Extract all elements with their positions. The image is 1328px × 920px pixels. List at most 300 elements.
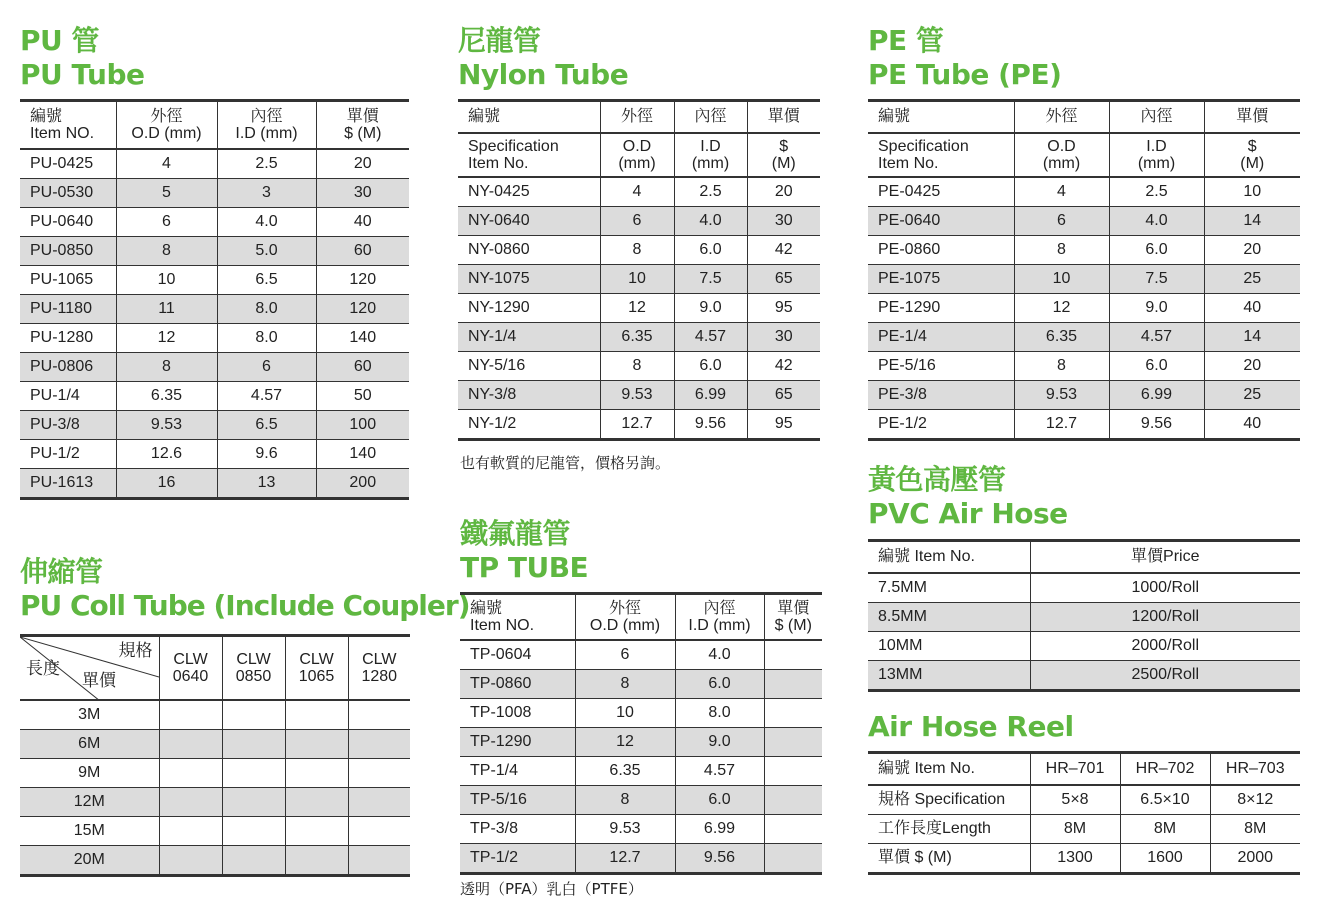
table-cell (285, 729, 348, 758)
table-cell: 4 (600, 177, 674, 207)
pe-tube-title-zh: PE 管 (868, 24, 944, 57)
pu-table-row (20, 468, 409, 498)
table-cell: 20 (1204, 235, 1300, 264)
table-cell: 1000/Roll (1030, 573, 1300, 603)
table-cell (285, 700, 348, 730)
pe-subheader-item: Specification Item No. (868, 133, 1014, 177)
table-cell: 8 (1014, 235, 1109, 264)
pvc-hose-table (868, 539, 1300, 692)
table-cell: 2000/Roll (1030, 631, 1300, 660)
table-cell (764, 640, 822, 670)
table-cell: 7.5 (674, 264, 747, 293)
table-cell: 65 (747, 380, 820, 409)
table-cell: 9.0 (1109, 293, 1204, 322)
nylon-tube-title-zh: 尼龍管 (458, 24, 541, 57)
pe-table-row (868, 177, 1300, 207)
table-cell: 5 (116, 178, 217, 207)
pu-table-row (20, 236, 409, 265)
table-cell: PU-1613 (20, 468, 116, 498)
table-cell: 6.0 (674, 235, 747, 264)
table-cell: 8 (116, 236, 217, 265)
table-cell (222, 816, 285, 845)
table-cell: 規格 Specification (868, 785, 1030, 815)
table-cell: 4.0 (1109, 206, 1204, 235)
table-cell (222, 845, 285, 875)
table-cell: 8.5MM (868, 602, 1030, 631)
table-cell: 8×12 (1210, 785, 1300, 815)
table-cell: PE-0640 (868, 206, 1014, 235)
pu-table-row (20, 149, 409, 179)
table-cell: NY-0425 (458, 177, 600, 207)
pu-tube-title-zh: PU 管 (20, 24, 100, 57)
pe-table-row (868, 206, 1300, 235)
coil-header-clw1280: CLW 1280 (348, 636, 410, 700)
table-cell: 30 (316, 178, 409, 207)
nylon-subheader-id: I.D (mm) (674, 133, 747, 177)
nylon-note: 也有軟質的尼龍管，價格另詢。 (460, 454, 671, 472)
nylon-tube-table (458, 99, 820, 441)
nylon-table-row (458, 293, 820, 322)
table-cell (222, 700, 285, 730)
table-cell (348, 700, 410, 730)
nylon-header-item: 編號 (458, 101, 600, 133)
nylon-table-row (458, 264, 820, 293)
tp-table-row (460, 814, 822, 843)
table-cell: 4 (1014, 177, 1109, 207)
table-cell: 10 (1204, 177, 1300, 207)
nylon-tube-title-en: Nylon Tube (458, 58, 629, 91)
nylon-table-row (458, 409, 820, 439)
table-cell: 25 (1204, 264, 1300, 293)
table-cell: PU-0850 (20, 236, 116, 265)
pu-table-row (20, 410, 409, 439)
table-cell: 10 (1014, 264, 1109, 293)
table-cell: 10 (575, 698, 675, 727)
table-cell: PE-0425 (868, 177, 1014, 207)
table-cell (159, 758, 222, 787)
coil-corner-price: 單價 (82, 671, 116, 691)
table-cell: NY-0860 (458, 235, 600, 264)
coil-corner-length: 長度 (26, 659, 60, 679)
coil-header-clw1065: CLW 1065 (285, 636, 348, 700)
table-cell: 9.0 (674, 293, 747, 322)
table-cell (348, 787, 410, 816)
nylon-table-row (458, 177, 820, 207)
table-cell: 14 (1204, 322, 1300, 351)
table-cell: PU-1280 (20, 323, 116, 352)
reel-table-row (868, 785, 1300, 815)
table-cell: 10 (116, 265, 217, 294)
table-cell: PU-1180 (20, 294, 116, 323)
table-cell: 9.56 (675, 843, 764, 873)
nylon-header-od: 外徑 (600, 101, 674, 133)
table-cell: 95 (747, 293, 820, 322)
table-cell: PE-3/8 (868, 380, 1014, 409)
table-cell (764, 698, 822, 727)
table-cell (285, 816, 348, 845)
pu-header-item: 編號 Item NO. (20, 101, 116, 149)
tp-table-row (460, 756, 822, 785)
table-cell: 16 (116, 468, 217, 498)
pe-tube-title (868, 24, 1061, 92)
table-cell: 40 (1204, 409, 1300, 439)
coil-table-row (20, 729, 410, 758)
table-cell: 9M (20, 758, 159, 787)
table-cell: 140 (316, 439, 409, 468)
pu-tube-title-en: PU Tube (20, 58, 145, 91)
table-cell: 7.5MM (868, 573, 1030, 603)
table-cell: 9.6 (217, 439, 316, 468)
nylon-table-row (458, 322, 820, 351)
table-cell: TP-5/16 (460, 785, 575, 814)
pvc-table-row (868, 660, 1300, 690)
table-cell: 6.5×10 (1120, 785, 1210, 815)
pu-tube-title (20, 24, 145, 92)
table-cell: 6 (116, 207, 217, 236)
table-cell: 14 (1204, 206, 1300, 235)
table-cell (285, 787, 348, 816)
table-cell: 40 (316, 207, 409, 236)
table-cell (764, 814, 822, 843)
pvc-table-row (868, 631, 1300, 660)
pe-table-row (868, 351, 1300, 380)
pe-subheader-od: O.D (mm) (1014, 133, 1109, 177)
table-cell (764, 785, 822, 814)
tp-tube-title-zh: 鐵氟龍管 (460, 517, 571, 550)
table-cell: TP-0604 (460, 640, 575, 670)
table-cell: PU-0530 (20, 178, 116, 207)
table-cell: 8M (1210, 814, 1300, 843)
table-cell: 13MM (868, 660, 1030, 690)
coil-table-row (20, 758, 410, 787)
table-cell: 50 (316, 381, 409, 410)
table-cell: 120 (316, 265, 409, 294)
table-cell: 6 (1014, 206, 1109, 235)
table-cell: 40 (1204, 293, 1300, 322)
table-cell: 9.56 (1109, 409, 1204, 439)
table-cell: 12.7 (575, 843, 675, 873)
table-cell: TP-0860 (460, 669, 575, 698)
table-cell (764, 669, 822, 698)
table-cell: 30 (747, 322, 820, 351)
table-cell: 6 (600, 206, 674, 235)
reel-table-row (868, 843, 1300, 873)
tp-table-row (460, 669, 822, 698)
table-cell: 15M (20, 816, 159, 845)
table-cell: 6.35 (600, 322, 674, 351)
table-cell (222, 758, 285, 787)
table-cell: 4 (116, 149, 217, 179)
air-hose-reel-table (868, 751, 1300, 875)
table-cell: 3 (217, 178, 316, 207)
pe-header-item: 編號 (868, 101, 1014, 133)
table-cell: 6.0 (675, 785, 764, 814)
pu-table-row (20, 439, 409, 468)
table-cell: PU-0425 (20, 149, 116, 179)
pu-table-row (20, 265, 409, 294)
table-cell: NY-0640 (458, 206, 600, 235)
table-cell: 8M (1120, 814, 1210, 843)
table-cell: 42 (747, 235, 820, 264)
pu-table-row (20, 352, 409, 381)
reel-header-hr702: HR–702 (1120, 753, 1210, 785)
pe-subheader-id: I.D (mm) (1109, 133, 1204, 177)
table-cell: 5×8 (1030, 785, 1120, 815)
table-cell: 9.0 (675, 727, 764, 756)
table-cell: 1200/Roll (1030, 602, 1300, 631)
coil-table-row (20, 700, 410, 730)
table-cell: 單價 $ (M) (868, 843, 1030, 873)
table-cell: 2500/Roll (1030, 660, 1300, 690)
pu-header-id: 內徑 I.D (mm) (217, 101, 316, 149)
table-cell: 8.0 (217, 294, 316, 323)
table-cell: 120 (316, 294, 409, 323)
pu-tube-table (20, 99, 409, 500)
table-cell: TP-3/8 (460, 814, 575, 843)
pvc-table-row (868, 602, 1300, 631)
nylon-table-row (458, 380, 820, 409)
table-cell: 8 (575, 785, 675, 814)
pvc-hose-title (868, 463, 1068, 531)
table-cell (764, 727, 822, 756)
tp-header-item: 編號 Item NO. (460, 594, 575, 640)
table-cell: TP-1/4 (460, 756, 575, 785)
table-cell: 2000 (1210, 843, 1300, 873)
table-cell: PU-1/4 (20, 381, 116, 410)
table-cell: 8 (600, 351, 674, 380)
table-cell: 13 (217, 468, 316, 498)
table-cell: NY-1/2 (458, 409, 600, 439)
pe-header-price: 單價 (1204, 101, 1300, 133)
pu-header-price: 單價 $ (M) (316, 101, 409, 149)
table-cell: 100 (316, 410, 409, 439)
pu-coil-title-zh: 伸縮管 (20, 555, 103, 588)
table-cell: PU-0640 (20, 207, 116, 236)
coil-table-row (20, 816, 410, 845)
reel-header-hr701: HR–701 (1030, 753, 1120, 785)
table-cell (222, 787, 285, 816)
table-cell: TP-1008 (460, 698, 575, 727)
table-cell: 12 (575, 727, 675, 756)
table-cell: TP-1290 (460, 727, 575, 756)
table-cell: 6.0 (1109, 351, 1204, 380)
nylon-subheader-od: O.D (mm) (600, 133, 674, 177)
pu-table-row (20, 178, 409, 207)
table-cell: 95 (747, 409, 820, 439)
tp-header-id: 內徑 I.D (mm) (675, 594, 764, 640)
pu-coil-title (20, 555, 470, 623)
pvc-header-item: 編號 Item No. (868, 541, 1030, 573)
table-cell: 6.5 (217, 410, 316, 439)
table-cell (764, 756, 822, 785)
table-cell: NY-1290 (458, 293, 600, 322)
table-cell: 4.0 (217, 207, 316, 236)
table-cell (348, 729, 410, 758)
table-cell: 60 (316, 352, 409, 381)
pe-table-row (868, 264, 1300, 293)
tp-note: 透明（PFA）乳白（PTFE） (460, 880, 643, 898)
coil-table-row (20, 787, 410, 816)
coil-corner-cell (20, 636, 159, 700)
table-cell: NY-5/16 (458, 351, 600, 380)
pu-coil-title-en: PU Coll Tube (Include Coupler) (20, 589, 470, 622)
table-cell: 12 (116, 323, 217, 352)
pe-tube-title-en: PE Tube (PE) (868, 58, 1062, 91)
pe-table-row (868, 380, 1300, 409)
table-cell: 7.5 (1109, 264, 1204, 293)
table-cell: 9.53 (116, 410, 217, 439)
table-cell: 10MM (868, 631, 1030, 660)
table-cell: PE-1075 (868, 264, 1014, 293)
table-cell: 60 (316, 236, 409, 265)
table-cell: PE-5/16 (868, 351, 1014, 380)
table-cell: PE-1/2 (868, 409, 1014, 439)
pu-table-row (20, 323, 409, 352)
table-cell: PU-0806 (20, 352, 116, 381)
table-cell: 20 (1204, 351, 1300, 380)
table-cell (285, 845, 348, 875)
table-cell: 10 (600, 264, 674, 293)
nylon-subheader-price: $ (M) (747, 133, 820, 177)
tp-tube-table (460, 592, 822, 875)
table-cell: 2.5 (674, 177, 747, 207)
tp-table-row (460, 727, 822, 756)
air-hose-reel-title-en: Air Hose Reel (868, 710, 1074, 743)
table-cell: 4.0 (675, 640, 764, 670)
pe-table-row (868, 293, 1300, 322)
pvc-table-row (868, 573, 1300, 603)
table-cell (348, 845, 410, 875)
table-cell: 20 (747, 177, 820, 207)
nylon-table-row (458, 351, 820, 380)
pu-header-od: 外徑 O.D (mm) (116, 101, 217, 149)
table-cell: PE-0860 (868, 235, 1014, 264)
table-cell: 1600 (1120, 843, 1210, 873)
table-cell: 4.0 (674, 206, 747, 235)
tp-header-price: 單價 $ (M) (764, 594, 822, 640)
table-cell: PU-1065 (20, 265, 116, 294)
coil-header-clw0640: CLW 0640 (159, 636, 222, 700)
pe-header-id: 內徑 (1109, 101, 1204, 133)
tp-table-row (460, 785, 822, 814)
pu-table-row (20, 294, 409, 323)
table-cell: 12 (600, 293, 674, 322)
nylon-header-price: 單價 (747, 101, 820, 133)
tp-header-od: 外徑 O.D (mm) (575, 594, 675, 640)
table-cell: 2.5 (217, 149, 316, 179)
table-cell: 3M (20, 700, 159, 730)
nylon-table-row (458, 206, 820, 235)
table-cell: 12.7 (600, 409, 674, 439)
table-cell (159, 816, 222, 845)
table-cell: NY-1/4 (458, 322, 600, 351)
reel-header-item: 編號 Item No. (868, 753, 1030, 785)
table-cell: 9.53 (575, 814, 675, 843)
table-cell: 6 (575, 640, 675, 670)
table-cell: 8 (575, 669, 675, 698)
table-cell: 6.35 (1014, 322, 1109, 351)
tp-tube-title-en: TP TUBE (460, 551, 589, 584)
table-cell: 6.0 (675, 669, 764, 698)
air-hose-reel-title (868, 710, 1074, 744)
table-cell: 65 (747, 264, 820, 293)
pvc-header-price: 單價Price (1030, 541, 1300, 573)
table-cell: 6.35 (575, 756, 675, 785)
pe-header-od: 外徑 (1014, 101, 1109, 133)
pu-table-row (20, 381, 409, 410)
table-cell: 工作長度Length (868, 814, 1030, 843)
pu-table-row (20, 207, 409, 236)
table-cell: 4.57 (217, 381, 316, 410)
table-cell: 11 (116, 294, 217, 323)
table-cell: 4.57 (1109, 322, 1204, 351)
table-cell: 8 (116, 352, 217, 381)
table-cell: 12M (20, 787, 159, 816)
reel-header-hr703: HR–703 (1210, 753, 1300, 785)
table-cell: NY-3/8 (458, 380, 600, 409)
nylon-subheader-item: Specification Item No. (458, 133, 600, 177)
table-cell: 8 (1014, 351, 1109, 380)
table-cell (348, 758, 410, 787)
table-cell: 9.56 (674, 409, 747, 439)
pe-table-row (868, 235, 1300, 264)
table-cell (159, 787, 222, 816)
table-cell: 9.53 (1014, 380, 1109, 409)
table-cell: PE-1290 (868, 293, 1014, 322)
pe-subheader-price: $ (M) (1204, 133, 1300, 177)
table-cell: TP-1/2 (460, 843, 575, 873)
table-cell: 12.7 (1014, 409, 1109, 439)
table-cell: 2.5 (1109, 177, 1204, 207)
table-cell: 8.0 (675, 698, 764, 727)
table-cell (764, 843, 822, 873)
table-cell: 6.99 (674, 380, 747, 409)
table-cell: 12.6 (116, 439, 217, 468)
table-cell: 42 (747, 351, 820, 380)
table-cell: 12 (1014, 293, 1109, 322)
table-cell: NY-1075 (458, 264, 600, 293)
table-cell (159, 729, 222, 758)
pe-table-row (868, 409, 1300, 439)
table-cell: 200 (316, 468, 409, 498)
table-cell: 20M (20, 845, 159, 875)
coil-table-row (20, 845, 410, 875)
nylon-header-id: 內徑 (674, 101, 747, 133)
table-cell (285, 758, 348, 787)
tp-table-row (460, 843, 822, 873)
tp-table-row (460, 640, 822, 670)
table-cell: 25 (1204, 380, 1300, 409)
pe-table-row (868, 322, 1300, 351)
table-cell: 6.35 (116, 381, 217, 410)
table-cell: 6.99 (1109, 380, 1204, 409)
table-cell: 8 (600, 235, 674, 264)
table-cell: PU-3/8 (20, 410, 116, 439)
table-cell: 4.57 (674, 322, 747, 351)
table-cell: 6M (20, 729, 159, 758)
coil-header-clw0850: CLW 0850 (222, 636, 285, 700)
pu-coil-table (20, 634, 410, 877)
pe-tube-table (868, 99, 1300, 441)
nylon-tube-title (458, 24, 628, 92)
table-cell (159, 845, 222, 875)
table-cell (222, 729, 285, 758)
nylon-table-row (458, 235, 820, 264)
table-cell: 9.53 (600, 380, 674, 409)
reel-table-row (868, 814, 1300, 843)
table-cell: 140 (316, 323, 409, 352)
table-cell: 6.0 (1109, 235, 1204, 264)
